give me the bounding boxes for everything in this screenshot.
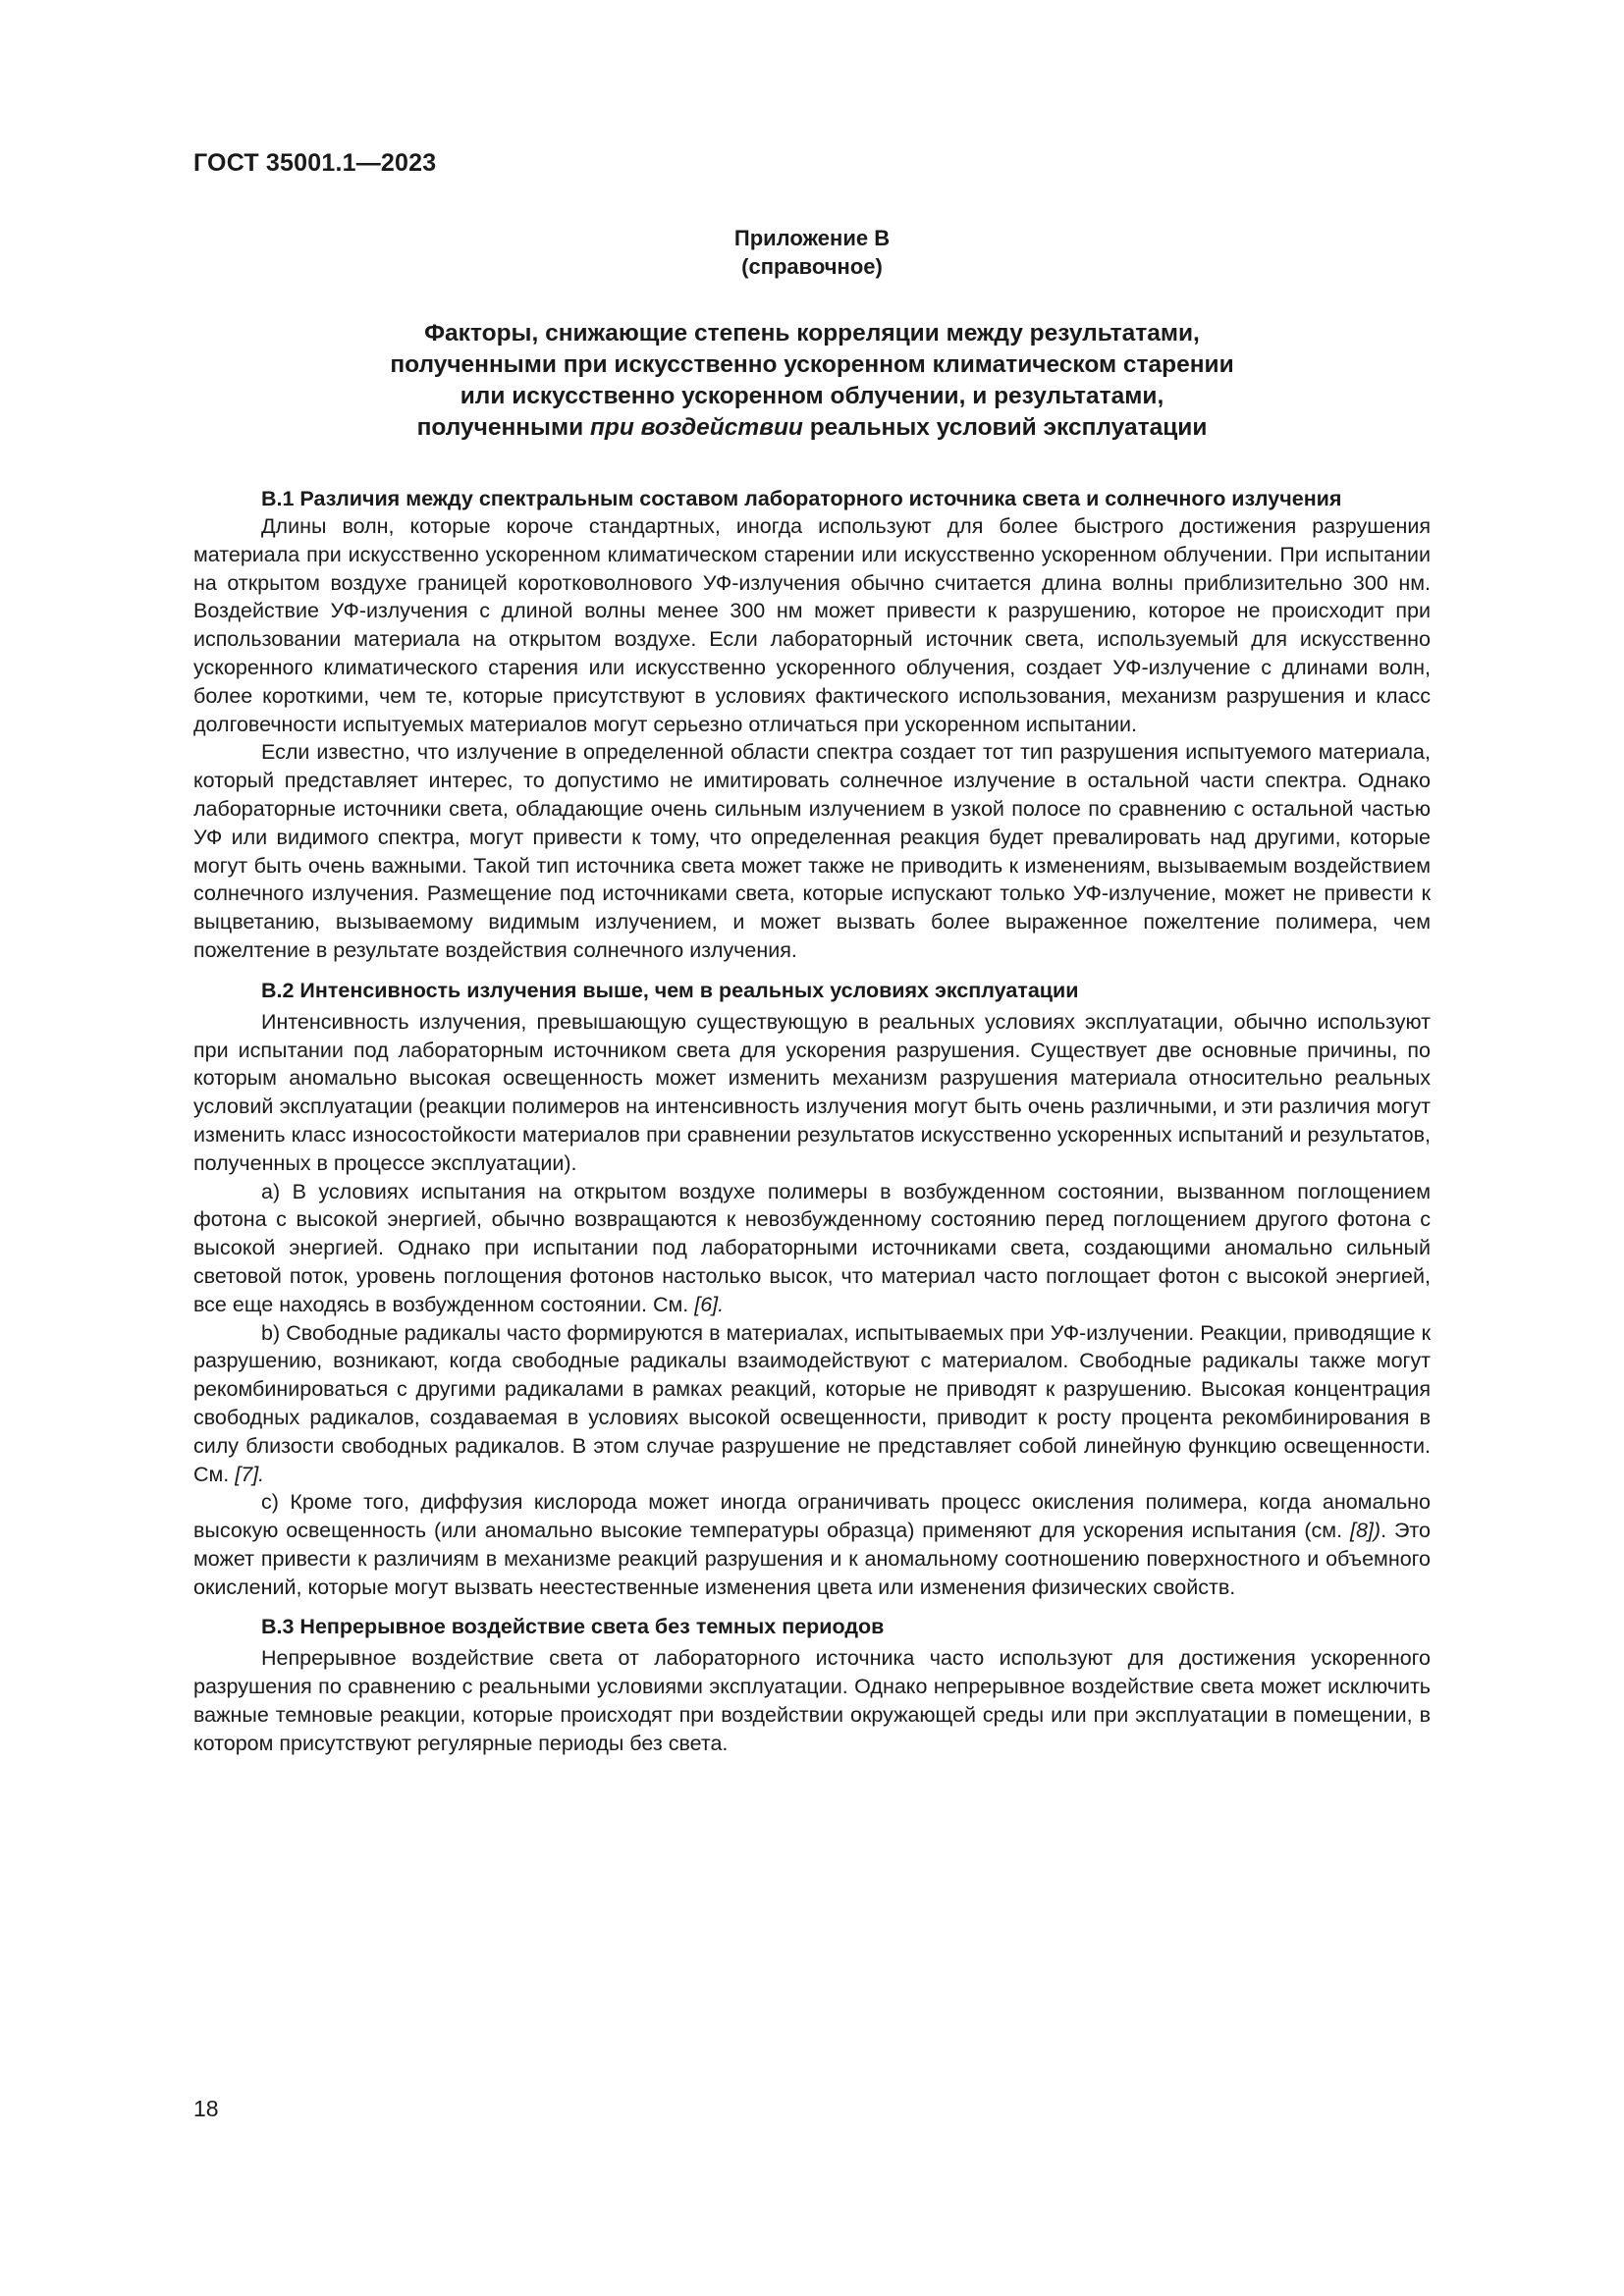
page-number: 18 [193, 2096, 219, 2121]
reference-link-7: [7]. [235, 1462, 265, 1486]
main-title-line4-italic: при воздействии [589, 414, 803, 441]
paragraph: Длины волн, которые короче стандартных, иногда используют для более быстрого достижения разрушения материала при искусственно ускоренном климатическом старении или искусственно ускоренном облучении. При испытании на открытом воздухе границей коротковолнового УФ-излучения обычно считается длина волны приблизительно 300 нм. Воздействие УФ-излучения с длиной волны менее 300 нм может привести к разрушению, которое не происходит при использовании материала на открытом воздухе. Если лабораторный источник света, используемый для искусственно ускоренного климатического старения или искусственно ускоренного облучения, создает УФ-излучение с длинами волн, более короткими, чем те, которые присутствуют в условиях фактического использования, механизм разрушения и класс долговечности испытуемых материалов могут серьезно отличаться при ускоренном испытании. [193, 514, 1431, 736]
main-title-line4-end: реальных условий эксплуатации [802, 414, 1208, 441]
list-item-c [193, 1488, 1431, 1601]
main-title-line: Факторы, снижающие степень корреляции между результатами, [424, 320, 1200, 347]
page-content [193, 224, 1431, 1758]
paragraph: Интенсивность излучения, превышающую существующую в реальных условиях эксплуатации, обычно используют при испытании под лабораторным источником света для ускорения разрушения. Существует две основные причины, по которым аномально высокая освещенность может изменить механизм разрушения материала относительно реальных условий эксплуатации (реакции полимеров на интенсивность излучения могут быть очень различными, и эти различия могут изменить класс износостойкости материалов при сравнении результатов искусственно ускоренных испытаний и результатов, полученных в процессе эксплуатации). [193, 1009, 1431, 1175]
section-heading-b3: В.3 Непрерывное воздействие света без темных периодов [261, 1615, 885, 1639]
reference-link-6: [6]. [694, 1292, 725, 1316]
document-code: ГОСТ 35001.1—2023 [193, 149, 437, 177]
list-item-b-text: b) Свободные радикалы часто формируются в материалах, испытываемых при УФ-излучении. Реакции, приводящие к разрушению, возникают, когда свободные радикалы взаимодействуют с материалом. Свободные радикалы также могут рекомбинироваться с другими радикалами в рамках реакций, которые не приводят к разрушению. Высокая концентрация свободных радикалов, создаваемая в условиях высокой освещенности, приводит к росту процента рекомбинирования в силу близости свободных радикалов. В этом случае разрушение не представляет собой линейную функцию освещенности. См. [193, 1320, 1431, 1486]
list-item-b [193, 1319, 1431, 1489]
list-item-a-text: a) В условиях испытания на открытом воздухе полимеры в возбужденном состоянии, вызванном поглощением фотона с высокой энергией, обычно возвращаются к невозбужденному состоянию перед поглощением другого фотона с высокой энергией. Однако при испытании под лабораторными источниками света, создающими аномально сильный световой поток, уровень поглощения фотонов настолько высок, что материал часто поглощает фотон с высокой энергией, все еще находясь в возбужденном состоянии. См. [193, 1179, 1431, 1316]
main-title-line [193, 412, 1431, 444]
main-title-line4-start: полученными [416, 414, 590, 441]
list-item-c-text-end: . Это может привести к различиям в механизме реакций разрушения и к аномальному соотношению поверхностного и объемного окислений, которые могут вызвать неестественные изменения цвета или изменения физических свойств. [193, 1519, 1431, 1599]
section-heading-b2: В.2 Интенсивность излучения выше, чем в реальных условиях эксплуатации [261, 978, 1079, 1002]
appendix-main-title [193, 318, 1431, 444]
reference-link-8: [8]) [1349, 1519, 1381, 1543]
main-title-line: полученными при искусственно ускоренном климатическом старении [390, 351, 1234, 378]
paragraph: Непрерывное воздействие света от лабораторного источника часто используют для достижения ускоренного разрушения по сравнению с реальными условиями эксплуатации. Однако непрерывное воздействие света может исключить важные темновые реакции, которые происходят при воздействии окружающей среды или при эксплуатации в помещении, в котором присутствуют регулярные периоды без света. [193, 1646, 1431, 1755]
main-title-line: или искусственно ускоренном облучении, и результатами, [460, 383, 1164, 409]
section-heading-b1: В.1 Различия между спектральным составом лабораторного источника света и солнечного излучения [261, 487, 1342, 510]
paragraph: Если известно, что излучение в определенной области спектра создает тот тип разрушения испытуемого материала, который представляет интерес, то допустимо не имитировать солнечное излучение в остальной части спектра. Однако лабораторные источники света, обладающие очень сильным излучением в узкой полосе по сравнению с остальной частью УФ или видимого спектра, могут привести к тому, что определенная реакция будет превалировать над другими, которые могут быть очень важными. Такой тип источника света может также не приводить к изменениям, вызываемым воздействием солнечного излучения. Размещение под источниками света, которые испускают только УФ-излучение, может не привести к выцветанию, вызываемому видимым излучением, и может вызвать более выраженное пожелтение полимера, чем пожелтение в результате воздействия солнечного излучения. [193, 740, 1431, 962]
list-item-a [193, 1178, 1431, 1319]
list-item-c-text-start: c) Кроме того, диффузия кислорода может иногда ограничивать процесс окисления полимера, когда аномально высокую освещенность (или аномально высокие температуры образца) применяют для ускорения испытания (см. [193, 1490, 1431, 1543]
appendix-title: Приложение В [733, 226, 891, 250]
appendix-subtitle: (справочное) [741, 254, 883, 279]
